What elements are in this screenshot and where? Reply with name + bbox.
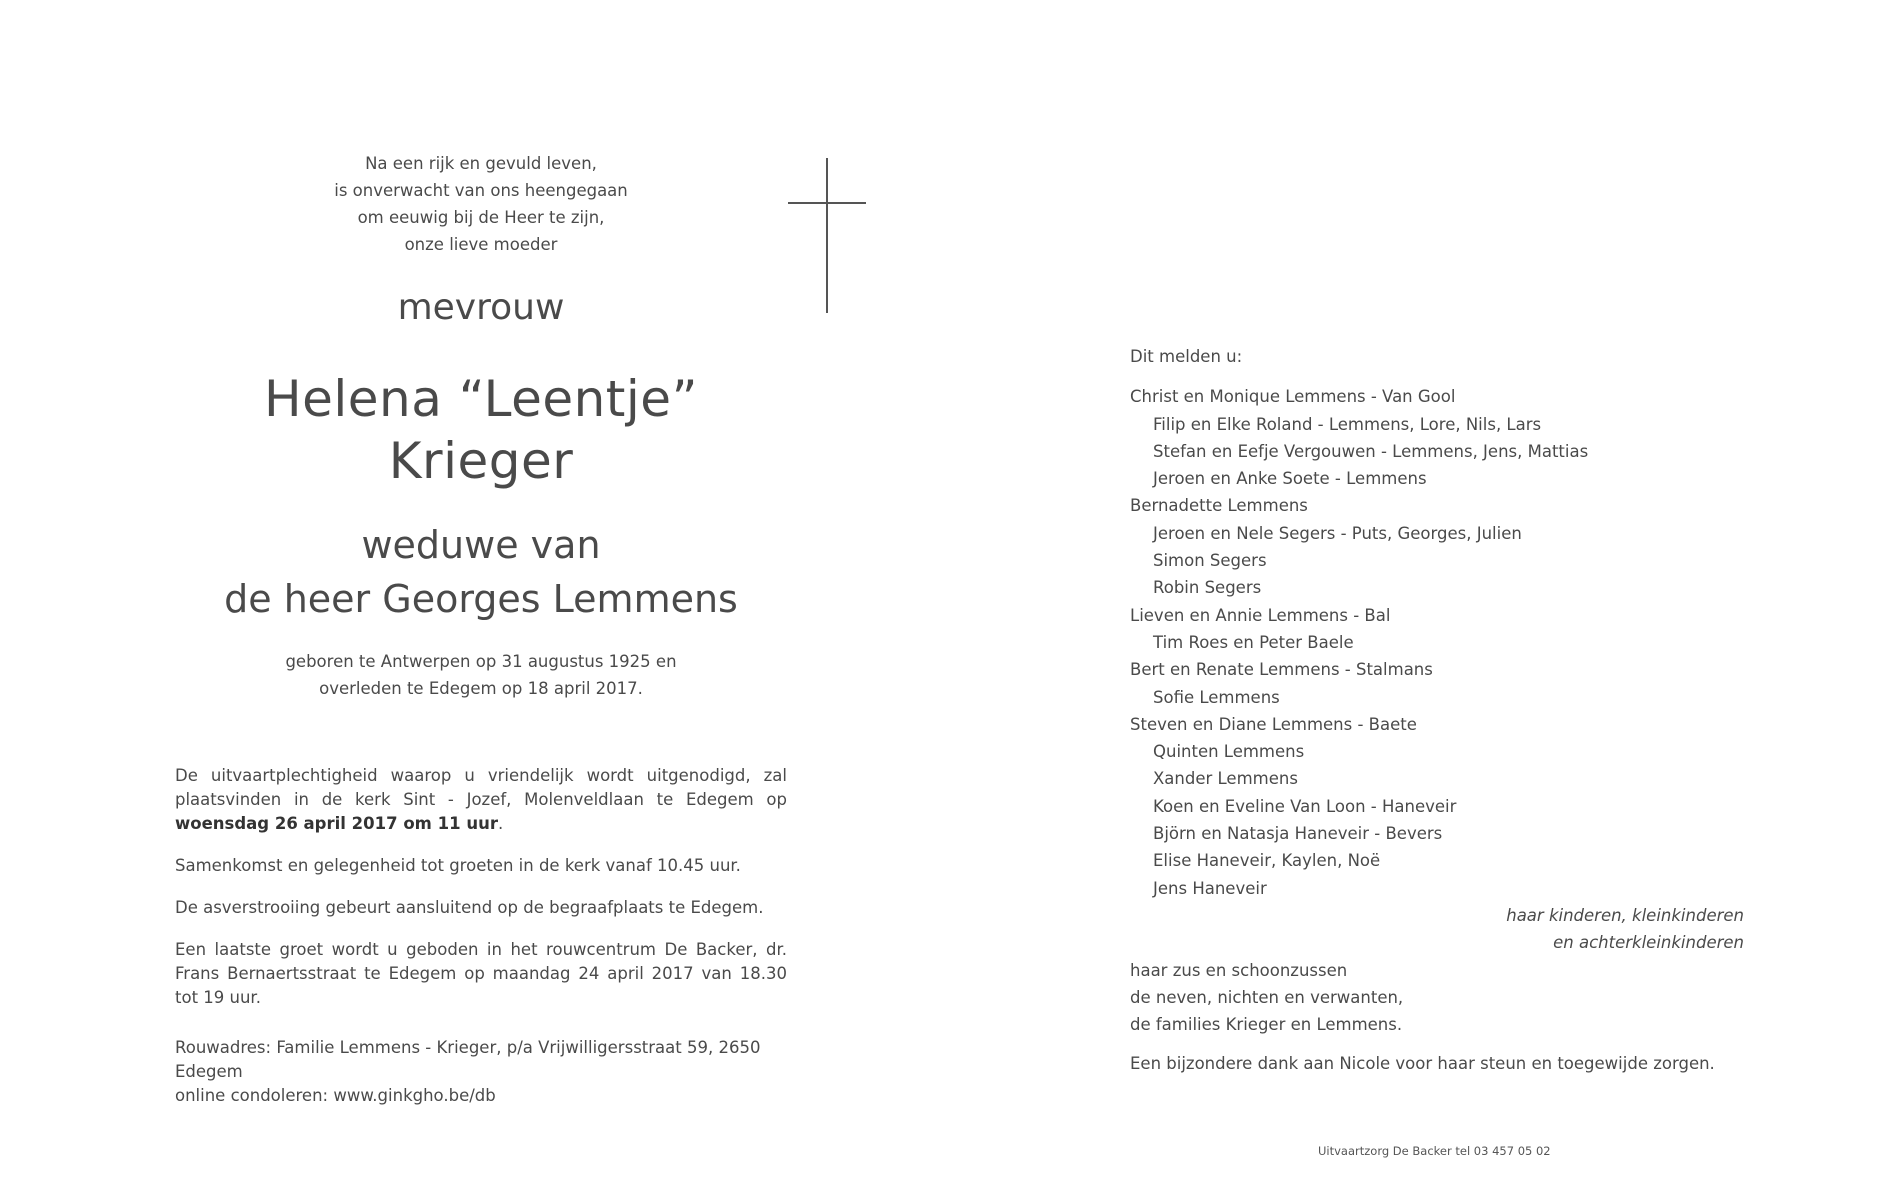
ceremony-end: . [497,814,504,833]
cross-icon-bar [788,202,866,204]
family-member: Jeroen en Anke Soete - Lemmens [1153,469,1427,489]
mourning-address: Rouwadres: Familie Lemmens - Krieger, p/a Vrijwilligersstraat 59, 2650 Edegem [175,1038,761,1081]
family-member: Xander Lemmens [1153,769,1298,789]
family-member: Quinten Lemmens [1153,742,1305,762]
birth-line: geboren te Antwerpen op 31 augustus 1925 en [285,652,677,671]
widow-line2: de heer Georges Lemmens [224,577,738,621]
intro-line: Na een rijk en gevuld leven, [365,154,597,173]
family-member: Filip en Elke Roland - Lemmens, Lore, Nils, Lars [1153,414,1542,434]
family-member: Tim Roes en Peter Baele [1153,632,1354,652]
family-member: Lieven en Annie Lemmens - Bal [1130,605,1391,625]
funeral-details [175,764,787,1126]
family-member: Robin Segers [1153,578,1262,598]
ashes-paragraph: De asverstrooiing gebeurt aansluitend op de begraafplaats te Edegem. [175,898,764,917]
online-condolences: online condoleren: www.ginkgho.be/db [175,1086,496,1105]
undertaker-footer: Uitvaartzorg De Backer tel 03 457 05 02 [1318,1144,1551,1158]
family-member: Sofie Lemmens [1153,687,1280,707]
family-member: Simon Segers [1153,551,1267,571]
birth-death-dates [175,648,787,702]
relatives-line: haar zus en schoonzussen [1130,960,1348,980]
signature-line: en achterkleinkinderen [1553,933,1744,953]
announce-heading: Dit melden u: [1130,347,1243,366]
ceremony-date: woensdag 26 april 2017 om 11 uur [175,814,498,833]
intro-line: onze lieve moeder [404,235,558,254]
intro-line: is onverwacht van ons heengegaan [334,181,628,200]
family-member: Björn en Natasja Haneveir - Bevers [1153,824,1443,844]
ceremony-paragraph [175,764,787,836]
relatives-line: de families Krieger en Lemmens. [1130,1015,1403,1035]
family-member: Steven en Diane Lemmens - Baete [1130,714,1417,734]
cross-icon [826,158,828,313]
signature-line: haar kinderen, kleinkinderen [1506,905,1744,925]
widow-line1: weduwe van [361,523,601,567]
family-member: Jeroen en Nele Segers - Puts, Georges, Julien [1153,523,1522,543]
deceased-name: Helena “Leentje” Krieger [264,370,698,490]
farewell-paragraph: Een laatste groet wordt u geboden in het rouwcentrum De Backer, dr. Frans Bernaertsstraat te Edegem op maandag 24 april 2017 van 18.30 tot 19 uur. [175,940,787,1007]
death-line: overleden te Edegem op 18 april 2017. [319,679,643,698]
family-member: Christ en Monique Lemmens - Van Gool [1130,387,1456,407]
thanks-note: Een bijzondere dank aan Nicole voor haar steun en toegewijde zorgen. [1130,1054,1715,1074]
family-member: Jens Haneveir [1153,878,1267,898]
family-member: Stefan en Eefje Vergouwen - Lemmens, Jens, Mattias [1153,441,1589,461]
family-member: Koen en Eveline Van Loon - Haneveir [1153,796,1457,816]
honorific: mevrouw [397,287,565,328]
contact-block [175,1036,787,1108]
relatives-line: de neven, nichten en verwanten, [1130,987,1404,1007]
family-list [1130,383,1750,902]
family-member: Bert en Renate Lemmens - Stalmans [1130,660,1433,680]
widow-of [175,518,787,626]
intro-line: om eeuwig bij de Heer te zijn, [357,208,605,227]
gathering-paragraph: Samenkomst en gelegenheid tot groeten in de kerk vanaf 10.45 uur. [175,856,741,875]
family-member: Elise Haneveir, Kaylen, Noë [1153,851,1381,871]
family-announcement [1130,343,1750,1078]
announcement-header [175,150,787,702]
ceremony-text: De uitvaartplechtigheid waarop u vriendelijk wordt uitgenodigd, zal plaatsvinden in de kerk Sint - Jozef, Molenveldlaan te Edegem op [175,766,787,809]
family-member: Bernadette Lemmens [1130,496,1308,516]
